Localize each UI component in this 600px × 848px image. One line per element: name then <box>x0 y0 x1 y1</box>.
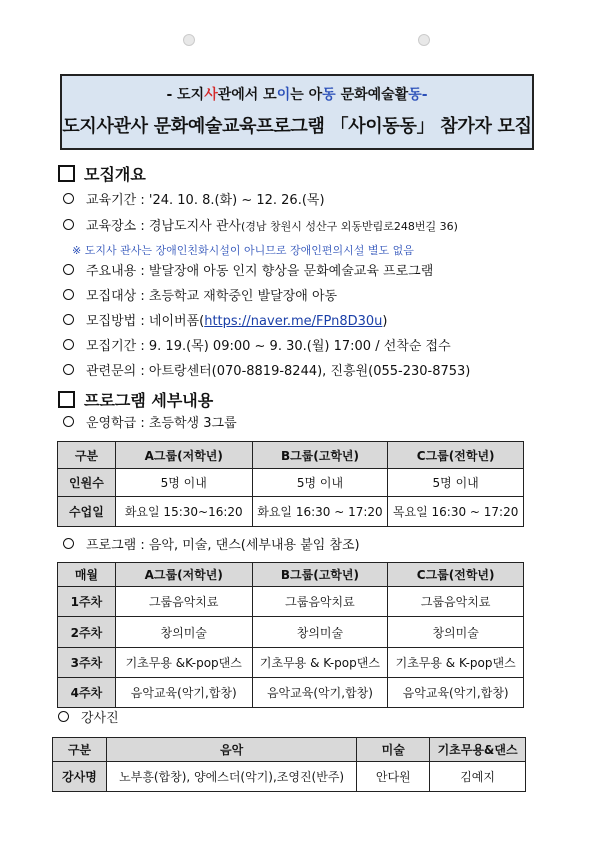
table-cell: 인원수 <box>58 469 116 497</box>
title-box <box>60 74 534 150</box>
table-cell: 1주차 <box>58 587 116 617</box>
class-info-text: 운영학급 : 초등학생 3그룹 <box>86 416 237 431</box>
table-cell: 4주차 <box>58 678 116 708</box>
table-header: A그룹(저학년) <box>115 563 252 587</box>
subheading-part-red: 사 <box>204 87 218 103</box>
table-cell: 그룹음악치료 <box>115 587 252 617</box>
item-value: 초등학교 재학중인 발달장애 아동 <box>148 289 338 304</box>
punch-hole-mark <box>418 34 430 46</box>
accessibility-note: ※ 도지사 관사는 장애인친화시설이 아니므로 장애인편의시설 별도 없음 <box>72 244 414 257</box>
table-cell: 5명 이내 <box>115 469 252 497</box>
circle-bullet-icon <box>63 364 74 375</box>
subheading-part-blue: 동 <box>322 87 336 103</box>
section-heading-recruitment-overview <box>58 162 146 185</box>
table-cell: 음악교육(악기,합창) <box>115 678 252 708</box>
table-cell: 창의미술 <box>388 617 524 648</box>
item-label: 모집기간 <box>86 339 137 354</box>
table-header: 매월 <box>58 563 116 587</box>
circle-bullet-icon <box>63 416 74 427</box>
table-cell: 강사명 <box>53 762 107 792</box>
page-title: 도지사관사 문화예술교육프로그램 「사이동동」 참가자 모집 <box>62 116 532 137</box>
overview-item-method <box>63 313 388 331</box>
checkbox-square-icon <box>58 391 75 408</box>
punch-hole-mark <box>183 34 195 46</box>
table-header: 음악 <box>106 738 356 762</box>
item-label: 교육장소 <box>86 219 137 234</box>
table-cell: 목요일 16:30 ~ 17:20 <box>388 497 524 527</box>
item-sep: : <box>136 219 149 234</box>
table-row <box>58 678 524 708</box>
overview-item-period <box>63 192 325 210</box>
table-cell: 음악교육(악기,합창) <box>388 678 524 708</box>
group-schedule-table <box>57 441 524 527</box>
table-cell: 노부흥(합창), 양에스더(악기),조영진(반주) <box>106 762 356 792</box>
item-value-after: ) <box>382 314 388 329</box>
section-heading-text: 모집개요 <box>84 165 146 184</box>
overview-item-content <box>63 263 433 281</box>
table-header-row <box>53 738 526 762</box>
table-header: C그룹(전학년) <box>388 563 524 587</box>
monthly-program-table <box>57 562 524 708</box>
table-row <box>58 497 524 527</box>
table-header: C그룹(전학년) <box>388 442 524 469</box>
item-sep: : <box>136 264 149 279</box>
table-cell: 기초무용 & K-pop댄스 <box>252 648 388 678</box>
item-value: 9. 19.(목) 09:00 ~ 9. 30.(월) 17:00 / 선착순 접수 <box>148 339 451 354</box>
item-value: 아트랑센터(070-8819-8244), 진흥원(055-230-8753) <box>148 364 471 379</box>
table-cell: 3주차 <box>58 648 116 678</box>
item-address: (경남 창원시 성산구 외동반림로248번길 36) <box>240 220 458 233</box>
table-header-row <box>58 442 524 469</box>
program-info-line <box>63 537 360 555</box>
subheading-part: - <box>421 87 428 103</box>
circle-bullet-icon <box>63 339 74 350</box>
table-cell: 수업일 <box>58 497 116 527</box>
table-row <box>58 617 524 648</box>
table-header-row <box>58 563 524 587</box>
table-cell: 2주차 <box>58 617 116 648</box>
table-row <box>58 648 524 678</box>
item-value: '24. 10. 8.(화) ~ 12. 26.(목) <box>148 193 325 208</box>
table-cell: 안다원 <box>357 762 430 792</box>
table-cell: 그룹음악치료 <box>388 587 524 617</box>
circle-bullet-icon <box>63 314 74 325</box>
table-header: 미술 <box>357 738 430 762</box>
table-cell: 화요일 15:30~16:20 <box>115 497 252 527</box>
item-label: 모집방법 <box>86 314 137 329</box>
overview-item-contact <box>63 363 470 381</box>
table-cell: 5명 이내 <box>252 469 388 497</box>
item-value: 발달장애 아동 인지 향상을 문화예술교육 프로그램 <box>148 264 434 279</box>
subheading-part: 는 아 <box>290 87 323 103</box>
item-sep: : <box>136 364 149 379</box>
table-cell: 화요일 16:30 ~ 17:20 <box>252 497 388 527</box>
table-header: 기초무용&댄스 <box>430 738 526 762</box>
item-value: 경남도지사 관사 <box>148 219 241 234</box>
section-heading-text: 프로그램 세부내용 <box>84 391 214 410</box>
table-row <box>58 587 524 617</box>
table-header: 구분 <box>58 442 116 469</box>
circle-bullet-icon <box>63 289 74 300</box>
table-cell: 김예지 <box>430 762 526 792</box>
overview-item-location <box>63 218 458 236</box>
class-info-line <box>63 415 237 433</box>
table-cell: 음악교육(악기,합창) <box>252 678 388 708</box>
subheading-part: - 도지 <box>166 87 205 103</box>
naver-form-link[interactable]: https://naver.me/FPn8D30u <box>204 314 383 329</box>
table-row <box>53 762 526 792</box>
section-heading-program-details <box>58 388 213 411</box>
item-label: 교육기간 <box>86 193 137 208</box>
overview-item-target <box>63 288 337 306</box>
item-sep: : <box>136 289 149 304</box>
item-label: 주요내용 <box>86 264 137 279</box>
subheading-part: 관에서 모 <box>217 87 277 103</box>
subheading-part-blue: 동 <box>408 87 422 103</box>
table-header: B그룹(고학년) <box>252 563 388 587</box>
item-sep: : <box>136 339 149 354</box>
item-label: 관련문의 <box>86 364 137 379</box>
item-value: 네이버폼( <box>148 314 205 329</box>
instructors-heading <box>58 710 119 728</box>
table-header: 구분 <box>53 738 107 762</box>
table-cell: 기초무용 &K-pop댄스 <box>115 648 252 678</box>
table-cell: 5명 이내 <box>388 469 524 497</box>
checkbox-square-icon <box>58 165 75 182</box>
circle-bullet-icon <box>63 219 74 230</box>
item-label: 모집대상 <box>86 289 137 304</box>
table-cell: 창의미술 <box>115 617 252 648</box>
item-sep: : <box>136 193 149 208</box>
circle-bullet-icon <box>63 264 74 275</box>
table-cell: 그룹음악치료 <box>252 587 388 617</box>
instructors-table <box>52 737 526 792</box>
overview-item-recruit-period <box>63 338 451 356</box>
program-info-text: 프로그램 : 음악, 미술, 댄스(세부내용 붙임 참조) <box>86 538 360 553</box>
table-header: A그룹(저학년) <box>115 442 252 469</box>
subheading-part: 문화예술활 <box>335 87 409 103</box>
table-header: B그룹(고학년) <box>252 442 388 469</box>
circle-bullet-icon <box>63 193 74 204</box>
table-cell: 창의미술 <box>252 617 388 648</box>
table-row <box>58 469 524 497</box>
circle-bullet-icon <box>58 711 69 722</box>
table-cell: 기초무용 & K-pop댄스 <box>388 648 524 678</box>
circle-bullet-icon <box>63 538 74 549</box>
instructors-heading-text: 강사진 <box>81 711 119 726</box>
item-sep: : <box>136 314 149 329</box>
title-subheading <box>62 84 532 104</box>
subheading-part-blue: 이 <box>276 87 291 103</box>
